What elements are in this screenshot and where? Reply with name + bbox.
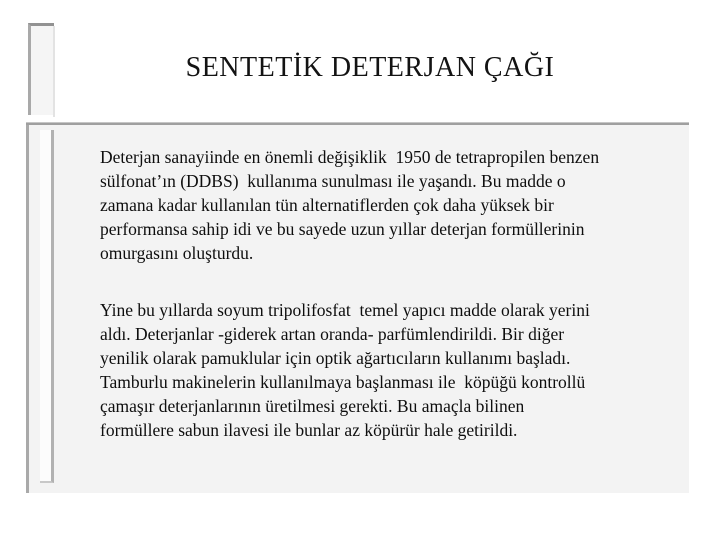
body-text-line: aldı. Deterjanlar -giderek artan oranda- parfümlendirildi. Bir diğer [100,324,565,344]
body-text-line: formüllere sabun ilavesi ile bunlar az köpürür hale getirildi. [100,420,518,440]
slide-title: SENTETİK DETERJAN ÇAĞI [185,52,555,83]
body-text-line: sülfonat’ın (DDBS) kullanıma sunulması ile yaşandı. Bu madde o [100,171,566,191]
title-decoration-box [28,23,54,115]
body-text-line: performansa sahip idi ve bu sayede uzun yıllar deterjan formüllerinin [100,219,585,239]
body-text-line: Tamburlu makinelerin kullanılmaya başlanması ile köpüğü kontrollü [100,372,586,392]
body-text-line: zamana kadar kullanılan tün alternatiflerden çok daha yüksek bir [100,195,554,215]
body-text-line: omurgasını oluşturdu. [100,243,254,263]
body-text-line: çamaşır deterjanlarının üretilmesi gerekti. Bu amaçla bilinen [100,396,525,416]
body-paragraph-2 [100,298,590,442]
left-decoration-bar [40,130,54,483]
body-paragraph-1 [100,145,599,265]
body-text-line: Deterjan sanayiinde en önemli değişiklik 1950 de tetrapropilen benzen [100,147,600,167]
body-text-line: yenilik olarak pamuklular için optik ağartıcıların kullanımı başladı. [100,348,571,368]
body-text-line: Yine bu yıllarda soyum tripolifosfat temel yapıcı madde olarak yerini [100,300,590,320]
